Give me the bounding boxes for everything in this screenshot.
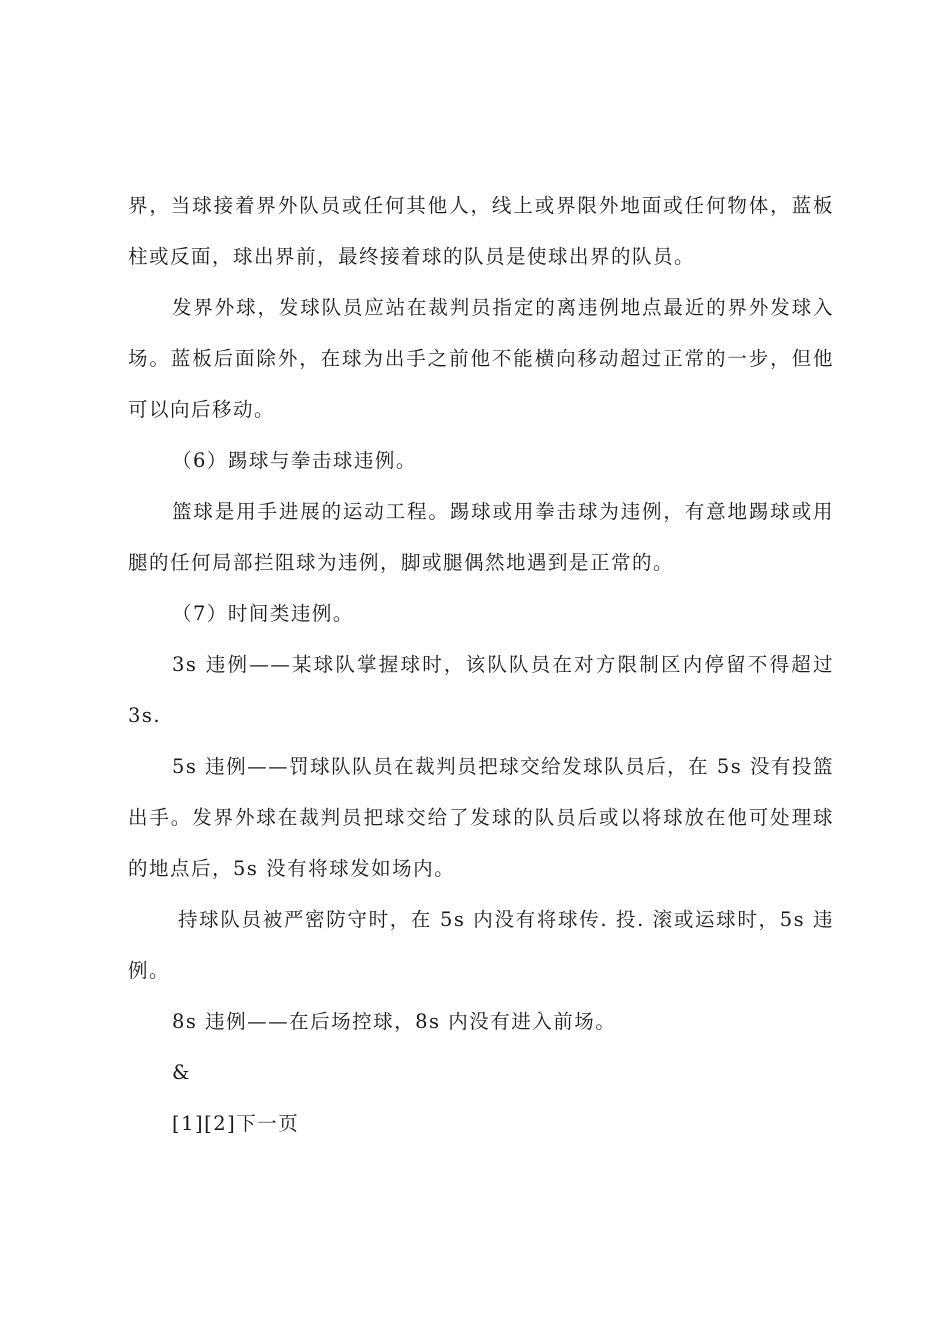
paragraph-kick-ball: 篮球是用手进展的运动工程。踢球或用拳击球为违例，有意地踢球或用腿的任何局部拦阻球为违例，脚或腿偶然地遇到是正常的。 [128,500,834,574]
section-heading-kick-punch: （6）踢球与拳击球违例。 [172,449,417,472]
paragraph-5s-violation: 5s 违例——罚球队队员在裁判员把球交给发球队员后，在 5s 没有投篮出手。发界外球在裁判员把球交给了发球的队员后或以将球放在他可处理球的地点后，5s 没有将球发如场内。 [128,755,834,880]
paragraph-8s-violation: 8s 违例——在后场控球，8s 内没有进入前场。 [172,1010,617,1033]
page-link-1[interactable]: [1] [172,1112,205,1135]
paragraph-5s-guarded: 持球队员被严密防守时，在 5s 内没有将球传. 投. 滚或运球时，5s 违例。 [128,908,834,982]
page-link-2[interactable]: [2] [204,1112,237,1135]
next-page-link[interactable]: 下一页 [236,1112,300,1135]
paragraph-throw-in: 发界外球，发球队员应站在裁判员指定的离违例地点最近的界外发球入场。蓝板后面除外，在球为出手之前他不能横向移动超过正常的一步，但他可以向后移动。 [128,296,834,421]
section-heading-time-violations: （7）时间类违例。 [172,602,354,625]
paragraph-3s-violation: 3s 违例——某球队掌握球时，该队队员在对方限制区内停留不得超过 3s. [128,653,834,727]
pagination [172,1098,299,1149]
ampersand-symbol: & [172,1061,191,1084]
paragraph-out-of-bounds: 界，当球接着界外队员或任何其他人，线上或界限外地面或任何物体，蓝板柱或反面，球出界前，最终接着球的队员是使球出界的队员。 [128,194,834,268]
